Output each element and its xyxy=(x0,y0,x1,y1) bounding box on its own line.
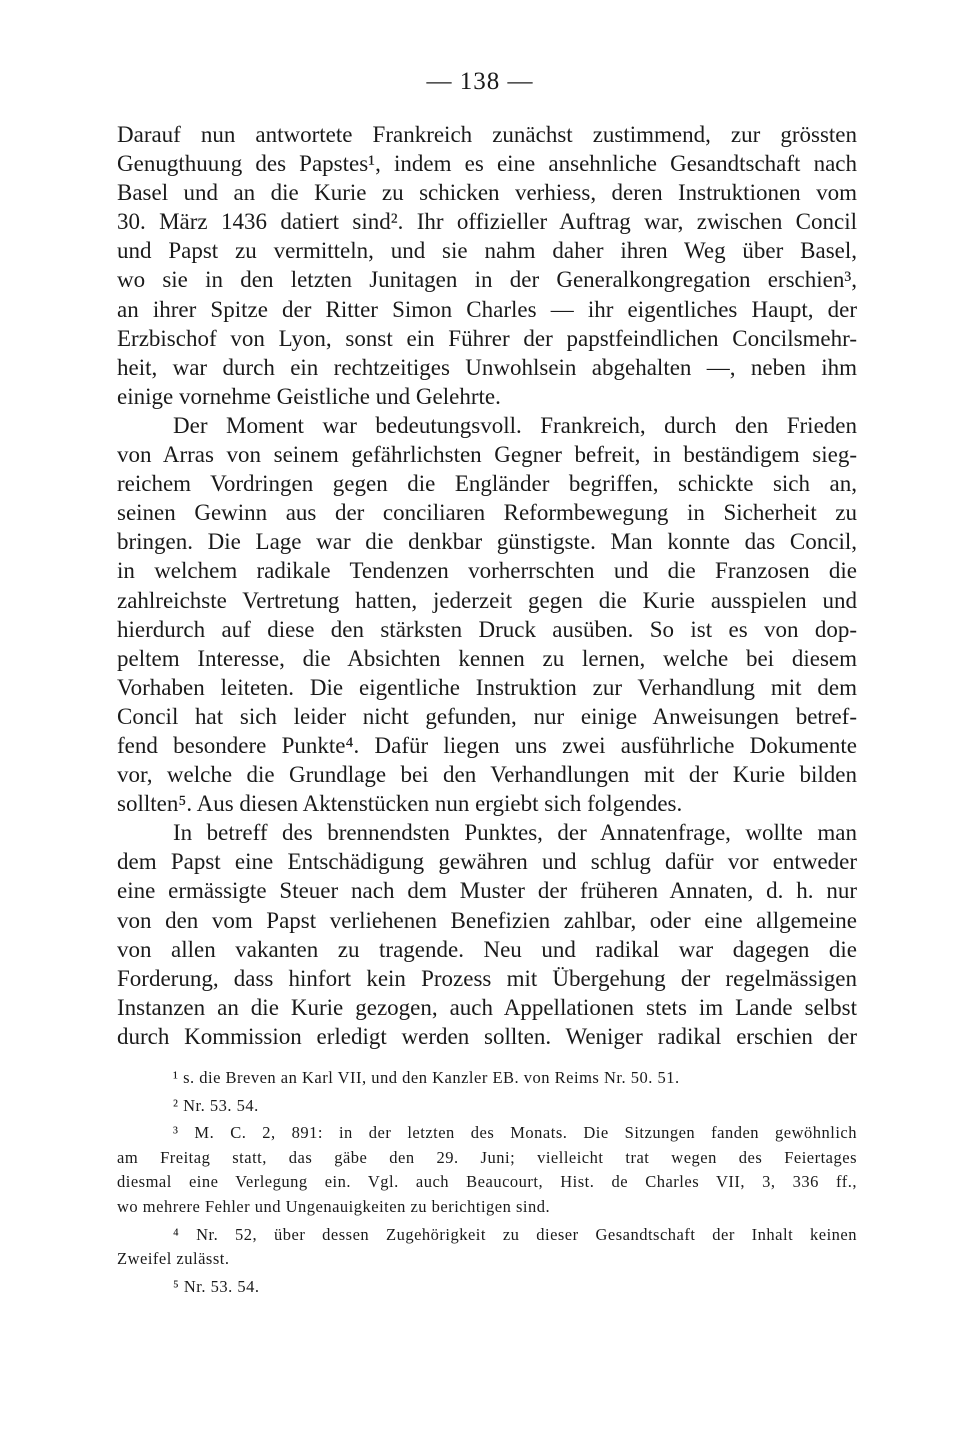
paragraph xyxy=(117,120,857,411)
text-line: dem Papst eine Entschädigung gewähren und schlug dafür vor entweder xyxy=(117,849,857,875)
text-line: an ihrer Spitze der Ritter Simon Charles — ihr eigentliches Haupt, der xyxy=(117,296,857,322)
footnote xyxy=(117,1223,857,1272)
text-line: heit, war durch ein rechtzeitiges Unwohlsein abgehalten —, neben ihm xyxy=(117,354,857,380)
text-line: einige vornehme Geistliche und Gelehrte. xyxy=(117,383,501,409)
footnote-line: ² Nr. 53. 54. xyxy=(173,1095,259,1115)
footnote-line: ³ M. C. 2, 891: in der letzten des Monats. Die Sitzungen fanden gewöhnlich xyxy=(173,1123,857,1143)
text-line: Forderung, dass hinfort kein Prozess mit Übergehung der regelmässigen xyxy=(117,965,857,991)
footnote-line: ⁴ Nr. 52, über dessen Zugehörigkeit zu dieser Gesandtschaft der Inhalt keinen xyxy=(173,1224,857,1244)
text-line: von Arras von seinem gefährlichsten Gegner befreit, in beständigem sieg- xyxy=(117,442,857,468)
text-line: In betreff des brennendsten Punktes, der Annatenfrage, wollte man xyxy=(173,820,857,846)
footnote-line: ¹ s. die Breven an Karl VII, und den Kanzler EB. von Reims Nr. 50. 51. xyxy=(173,1068,680,1087)
text-line: fend besondere Punkte⁴. Dafür liegen uns zwei ausführliche Dokumente xyxy=(117,732,857,758)
text-line: seinen Gewinn aus der conciliaren Reformbewegung in Sicherheit zu xyxy=(117,500,857,526)
page-number: — 138 — xyxy=(426,68,534,95)
footnote-line: am Freitag statt, das gäbe den 29. Juni; vielleicht trat wegen des Feiertages xyxy=(117,1147,857,1167)
text-line: zahlreichste Vertretung hatten, jederzeit gegen die Kurie ausspielen und xyxy=(117,587,857,613)
text-line: bringen. Die Lage war die denkbar günstigste. Man konnte das Concil, xyxy=(117,529,857,555)
text-line: sollten⁵. Aus diesen Aktenstücken nun ergiebt sich folgendes. xyxy=(117,791,683,817)
text-line: durch Kommission erledigt werden sollten. Weniger radikal erschien der xyxy=(117,1023,857,1049)
footnote-line: wo mehrere Fehler und Ungenauigkeiten zu berichtigen sind. xyxy=(117,1196,551,1216)
text-line: Erzbischof von Lyon, sonst ein Führer der papstfeindlichen Concilsmehr- xyxy=(117,325,857,351)
footnote-line: Zweifel zulässt. xyxy=(117,1249,230,1269)
text-line: von allen vakanten zu tragende. Neu und radikal war dagegen die xyxy=(117,936,857,962)
footnote-line: diesmal eine Verlegung ein. Vgl. auch Beaucourt, Hist. de Charles VII, 3, 336 ff., xyxy=(117,1172,857,1192)
text-line: Genugthuung des Papstes¹, indem es eine ansehnliche Gesandtschaft nach xyxy=(117,151,857,177)
footnote xyxy=(117,1121,857,1219)
footnote-line: ⁵ Nr. 53. 54. xyxy=(173,1276,260,1296)
text-line: Darauf nun antwortete Frankreich zunächst zustimmend, zur grössten xyxy=(117,122,857,147)
text-line: Vorhaben leiteten. Die eigentliche Instruktion zur Verhandlung mit dem xyxy=(117,674,857,700)
paragraph xyxy=(117,818,857,1051)
text-line: und Papst zu vermitteln, und sie nahm daher ihren Weg über Basel, xyxy=(117,238,857,264)
text-line: Concil hat sich leider nicht gefunden, nur einige Anweisungen betref- xyxy=(117,703,857,729)
paragraph xyxy=(117,411,857,818)
text-line: in welchem radikale Tendenzen vorherrschten und die Franzosen die xyxy=(117,558,857,584)
text-line: peltem Interesse, die Absichten kennen zu lernen, welche bei diesem xyxy=(117,645,857,671)
text-line: Der Moment war bedeutungsvoll. Frankreich, durch den Frieden xyxy=(173,412,857,438)
text-line: eine ermässigte Steuer nach dem Muster der früheren Annaten, d. h. nur xyxy=(117,878,857,904)
text-line: wo sie in den letzten Junitagen in der Generalkongregation erschien³, xyxy=(117,267,857,293)
main-text xyxy=(117,120,857,1051)
footnotes xyxy=(117,1066,857,1299)
footnote xyxy=(117,1066,857,1091)
text-line: reichem Vordringen gegen die Engländer begriffen, schickte sich an, xyxy=(117,471,857,497)
text-line: Instanzen an die Kurie gezogen, auch Appellationen stets im Lande selbst xyxy=(117,994,857,1020)
footnote xyxy=(117,1275,857,1300)
text-line: vor, welche die Grundlage bei den Verhandlungen mit der Kurie bilden xyxy=(117,762,857,788)
footnote xyxy=(117,1094,857,1119)
text-line: Basel und an die Kurie zu schicken verhiess, deren Instruktionen vom xyxy=(117,180,857,206)
text-line: hierdurch auf diese den stärksten Druck ausüben. So ist es von dop- xyxy=(117,616,857,642)
text-line: 30. März 1436 datiert sind². Ihr offizieller Auftrag war, zwischen Concil xyxy=(117,209,857,235)
text-line: von den vom Papst verliehenen Benefizien zahlbar, oder eine allgemeine xyxy=(117,907,857,933)
